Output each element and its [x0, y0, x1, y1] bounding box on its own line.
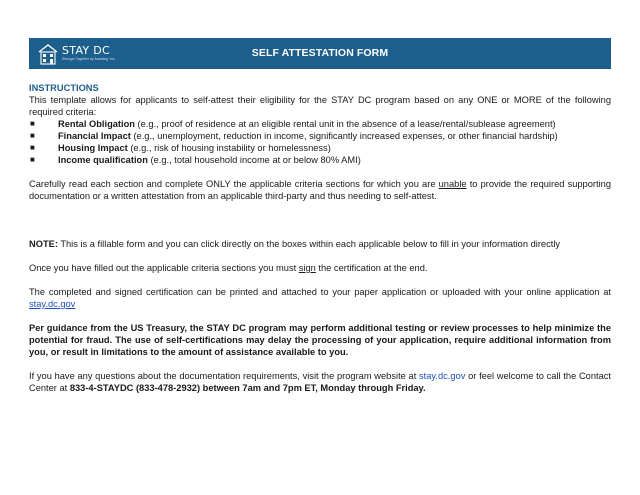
- contact-paragraph: [29, 370, 611, 394]
- instructions-section: [29, 82, 611, 394]
- header-bar: [29, 38, 611, 69]
- criteria-label: Rental Obligation: [58, 119, 135, 129]
- criteria-item-rental-obligation: [29, 118, 611, 130]
- sign-paragraph: [29, 262, 611, 274]
- bullet-icon: ■: [30, 155, 35, 164]
- criteria-item-income-qualification: [29, 154, 611, 166]
- note-paragraph: [29, 238, 611, 250]
- contact-phone-hours: 833-4-STAYDC (833-478-2932) between 7am and 7pm ET, Monday through Friday.: [69, 383, 426, 393]
- logo-wordmark: STAY DC: [62, 44, 110, 58]
- careful-text-end: to provide the required supporting documentation or a written attestation from an applicable third-party and thus needing to self-attest.: [29, 179, 611, 201]
- treasury-text: Per guidance from the US Treasury, the STAY DC program may perform additional testing or review processes to help minimize the potential for fraud. The use of self-certifications may delay the processing of your application, require additional information from you, or result in limitations to the amount of assistance available to you.: [29, 323, 611, 357]
- sign-underlined-word: sign: [298, 263, 316, 273]
- sign-text-start: Once you have filled out the applicable criteria sections you must: [29, 263, 299, 273]
- note-label: NOTE:: [29, 239, 58, 249]
- logo-tagline: Stronger Together by Assisting You: [62, 57, 115, 62]
- treasury-paragraph: [29, 322, 611, 358]
- careful-text-start: Carefully read each section and complete ONLY the applicable criteria sections for which you are: [29, 179, 439, 189]
- criteria-label: Income qualification: [58, 155, 148, 165]
- criteria-item-housing-impact: [29, 142, 611, 154]
- instructions-heading: INSTRUCTIONS: [29, 83, 99, 93]
- careful-underlined-word: unable: [438, 179, 467, 189]
- criteria-label: Housing Impact: [58, 143, 128, 153]
- form-title: SELF ATTESTATION FORM: [251, 47, 389, 59]
- note-text: This is a fillable form and you can click directly on the boxes within each applicable below to fill in your information directly: [57, 239, 561, 249]
- completed-paragraph: [29, 286, 611, 310]
- criteria-detail: (e.g., risk of housing instability or homelessness): [127, 143, 331, 153]
- program-website-link[interactable]: stay.dc.gov: [419, 371, 466, 381]
- contact-text-start: If you have any questions about the documentation requirements, visit the program website at: [29, 371, 420, 381]
- bullet-icon: ■: [30, 143, 35, 152]
- bullet-icon: ■: [30, 131, 35, 140]
- criteria-detail: (e.g., unemployment, reduction in income, significantly increased expenses, or other financial hardship): [130, 131, 558, 141]
- completed-text: The completed and signed certification can be printed and attached to your paper application or uploaded with your online application at: [29, 287, 611, 297]
- criteria-detail: (e.g., proof of residence at an eligible rental unit in the absence of a lease/rental/sublease agreement): [134, 119, 556, 129]
- criteria-list: [29, 118, 611, 166]
- criteria-detail: (e.g., total household income at or below 80% AMI): [147, 155, 361, 165]
- intro-paragraph: This template allows for applicants to self-attest their eligibility for the STAY DC program based on any ONE or MORE of the following required criteria:: [29, 95, 611, 117]
- stay-dc-link[interactable]: stay.dc.gov: [29, 299, 76, 309]
- contact-text-mid: or feel welcome to call the Contact Center at: [29, 371, 611, 393]
- criteria-label: Financial Impact: [58, 131, 131, 141]
- criteria-item-financial-impact: [29, 130, 611, 142]
- bullet-icon: ■: [30, 119, 35, 128]
- careful-read-paragraph: [29, 178, 611, 202]
- sign-text-end: the certification at the end.: [315, 263, 428, 273]
